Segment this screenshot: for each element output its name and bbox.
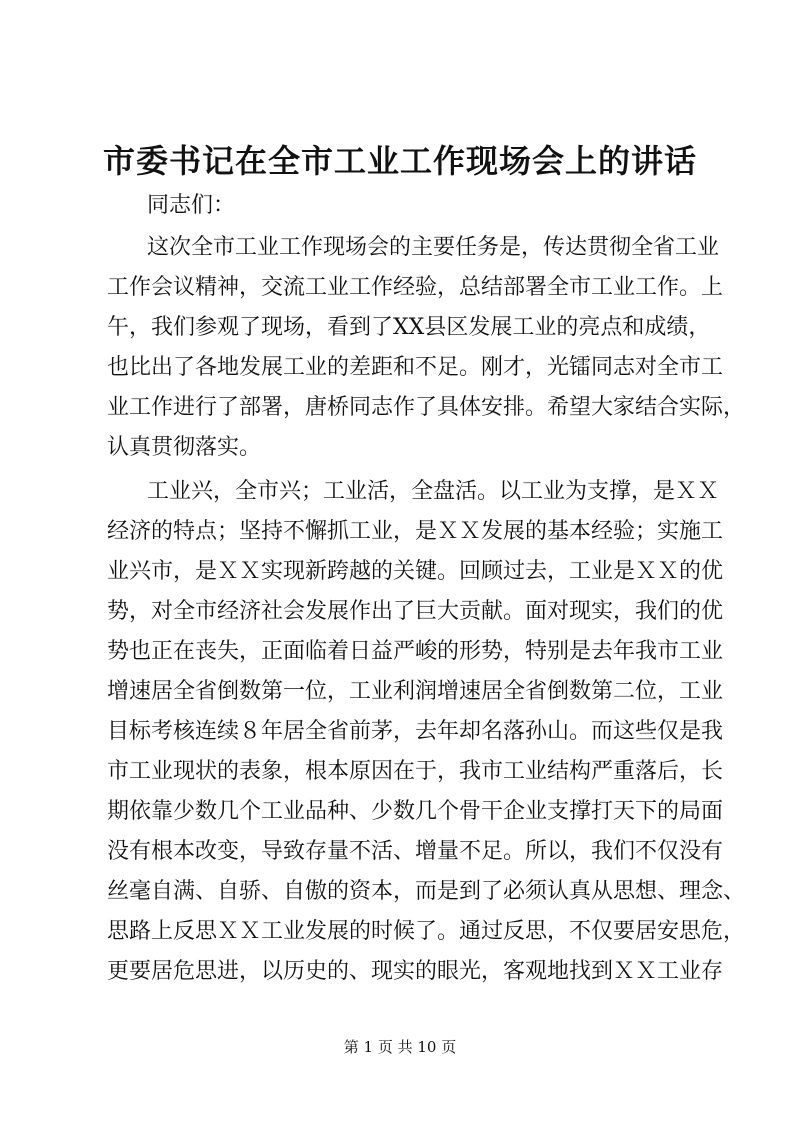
paragraph-line: 丝毫自满、自骄、自傲的资本，而是到了必须认真从思想、理念、 [107, 879, 746, 904]
paragraph-line: 业兴市，是ＸＸ实现新跨越的关键。回顾过去，工业是ＸＸ的优 [107, 559, 724, 584]
paragraph-line: 更要居危思进，以历史的、现实的眼光，客观地找到ＸＸ工业存 [107, 959, 724, 984]
paragraph-line: 期依靠少数几个工业品种、少数几个骨干企业支撑打天下的局面 [107, 799, 724, 824]
paragraph-line: 这次全市工业工作现场会的主要任务是，传达贯彻全省工业 [147, 235, 720, 260]
document-body [107, 228, 746, 992]
paragraph-line: 势也正在丧失，正面临着日益严峻的形势，特别是去年我市工业 [107, 639, 724, 664]
paragraph-line: 业工作进行了部署，唐桥同志作了具体安排。希望大家结合实际， [107, 395, 746, 420]
paragraph-line: 也比出了各地发展工业的差距和不足。刚才，光镭同志对全市工 [107, 355, 724, 380]
paragraph-line: 目标考核连续８年居全省前茅，去年却名落孙山。而这些仅是我 [107, 719, 724, 744]
page-title: 市委书记在全市工业工作现场会上的讲话 [102, 142, 697, 180]
paragraph-line: 工作会议精神，交流工业工作经验，总结部署全市工业工作。上 [107, 275, 724, 300]
paragraph-line: 市工业现状的表象，根本原因在于，我市工业结构严重落后，长 [107, 759, 724, 784]
paragraph-line: 增速居全省倒数第一位，工业利润增速居全省倒数第二位，工业 [107, 679, 724, 704]
paragraph-line: 势，对全市经济社会发展作出了巨大贡献。面对现实，我们的优 [107, 599, 724, 624]
paragraph-line: 认真贯彻落实。 [107, 435, 262, 460]
page-footer: 第 1 页 共 10 页 [343, 1038, 457, 1056]
paragraph [107, 228, 746, 468]
paragraph-line: 思路上反思ＸＸ工业发展的时候了。通过反思，不仅要居安思危， [107, 919, 746, 944]
paragraph-line: 没有根本改变，导致存量不活、增量不足。所以，我们不仅没有 [107, 839, 724, 864]
paragraph-line: 午，我们参观了现场，看到了XX县区发展工业的亮点和成绩， [107, 315, 711, 340]
paragraph-line: 经济的特点；坚持不懈抓工业，是ＸＸ发展的基本经验；实施工 [107, 519, 724, 544]
paragraph [107, 472, 746, 992]
paragraph-line: 工业兴，全市兴；工业活，全盘活。以工业为支撑，是ＸＸ [147, 479, 720, 504]
salutation: 同志们： [147, 193, 236, 218]
